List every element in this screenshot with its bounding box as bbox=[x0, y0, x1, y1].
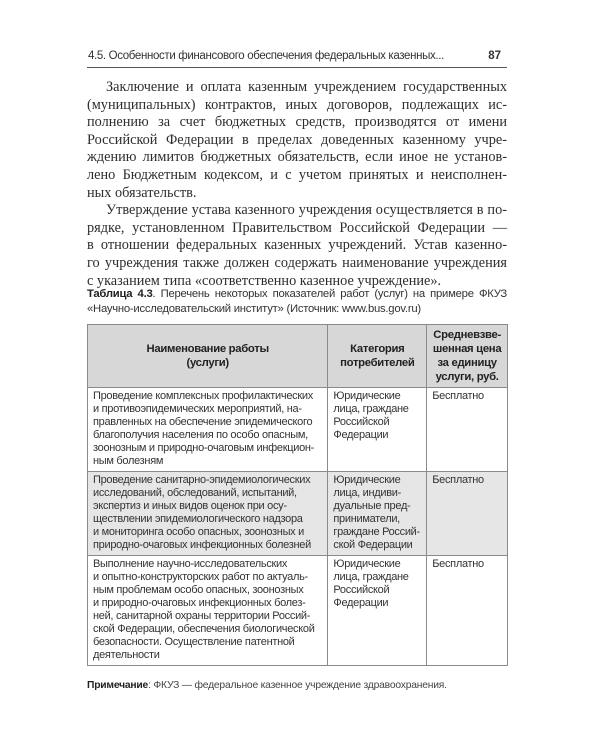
text-line: ждению лимитов бюджетных обязательств, если иное не установ- bbox=[87, 149, 507, 166]
text-line: рядке, установленном Правительством Российской Федерации — bbox=[87, 219, 507, 236]
cell-line: дуальные пред- bbox=[333, 500, 411, 512]
note-label: Примечание bbox=[87, 680, 149, 691]
table-row bbox=[88, 556, 508, 666]
cell-line: и противоэпидемических мероприятий, на- bbox=[93, 403, 302, 415]
cell-line: ным проблемам особо опасных, зоонозных bbox=[93, 584, 304, 596]
text-line: (муниципальных) контрактов, иных договоров, подлежащих ис- bbox=[87, 96, 507, 113]
cell-line: и мониторинга особо опасных, зоонозных и bbox=[93, 526, 304, 538]
table-row bbox=[88, 472, 508, 556]
cell-line: ществлении эпидемиологического надзора bbox=[93, 513, 303, 525]
cell-line: Юридические bbox=[333, 474, 401, 486]
cell-service bbox=[88, 388, 328, 472]
cell-line: Юридические bbox=[333, 558, 401, 570]
cell-line: ской Федерации bbox=[333, 539, 413, 551]
cell-line: ской Федерации, обеспечения биологической bbox=[93, 623, 315, 635]
table-caption bbox=[87, 287, 507, 316]
services-table bbox=[87, 324, 508, 666]
paragraph-1 bbox=[87, 79, 507, 202]
cell-line: лица, граждане bbox=[333, 571, 409, 583]
paragraph-2 bbox=[87, 202, 507, 290]
table-row bbox=[88, 388, 508, 472]
text-line: Российской Федерации в пределах доведенных казенному учре- bbox=[87, 131, 507, 148]
header-line: за единицу bbox=[437, 357, 497, 369]
cell-line: и опытно-конструкторских работ по актуаль- bbox=[93, 571, 308, 583]
text-line: лено Бюджетным кодексом, и с учетом принятых и неисполнен- bbox=[87, 166, 507, 183]
table-caption-label: Таблица 4.3 bbox=[87, 288, 153, 300]
cell-line: лица, граждане bbox=[333, 403, 409, 415]
column-header-service bbox=[88, 325, 328, 388]
cell-line: зоонозным и природно-очаговым инфекцион- bbox=[93, 442, 315, 454]
page-number: 87 bbox=[488, 50, 501, 62]
cell-price bbox=[427, 556, 508, 666]
cell-line: граждане Россий- bbox=[333, 526, 420, 538]
cell-line: Российской bbox=[333, 416, 390, 428]
cell-line: Бесплатно bbox=[432, 558, 484, 570]
cell-line: Федерации bbox=[333, 429, 389, 441]
running-head bbox=[87, 50, 507, 68]
cell-line: экспертиз и иных видов оценок при осу- bbox=[93, 500, 287, 512]
cell-consumers bbox=[328, 556, 427, 666]
header-line: Средневзве- bbox=[433, 329, 501, 341]
cell-line: Федерации bbox=[333, 597, 389, 609]
cell-line: Бесплатно bbox=[432, 474, 484, 486]
running-head-title: 4.5. Особенности финансового обеспечения федеральных казенных... bbox=[88, 50, 444, 62]
cell-line: деятельности bbox=[93, 649, 160, 661]
cell-line: благополучия населения по особо опасным, bbox=[93, 429, 308, 441]
header-line: услуги, руб. bbox=[435, 371, 499, 383]
cell-line: Проведение комплексных профилактических bbox=[93, 390, 313, 402]
cell-line: лица, индиви- bbox=[333, 487, 402, 499]
cell-line: природно-очаговых инфекционных болезней bbox=[93, 539, 311, 551]
text-line: ных обязательств. bbox=[87, 184, 197, 201]
cell-price bbox=[427, 388, 508, 472]
cell-line: безопасности. Осуществление патентной bbox=[93, 636, 295, 648]
text-line: в отношении федеральных казенных учреждений. Устав казенно- bbox=[87, 237, 507, 254]
header-line: Наименование работы bbox=[146, 343, 269, 355]
note-text: : ФКУЗ — федеральное казенное учреждение здравоохранения. bbox=[148, 680, 447, 691]
cell-service bbox=[88, 472, 328, 556]
cell-service bbox=[88, 556, 328, 666]
body-text bbox=[87, 79, 507, 290]
column-header-price bbox=[427, 325, 508, 388]
cell-line: Юридические bbox=[333, 390, 401, 402]
cell-line: Выполнение научно-исследовательских bbox=[93, 558, 288, 570]
cell-line: приниматели, bbox=[333, 513, 400, 525]
cell-line: Проведение санитарно-эпидемиологических bbox=[93, 474, 311, 486]
column-header-consumers bbox=[328, 325, 427, 388]
text-line: го учреждения также должен содержать наименование учреждения bbox=[87, 254, 507, 271]
cell-line: исследований, обследований, испытаний, bbox=[93, 487, 297, 499]
cell-line: Российской bbox=[333, 584, 390, 596]
header-line: Категория bbox=[350, 343, 405, 355]
header-line: шенная цена bbox=[432, 343, 502, 355]
cell-line: правленных на обеспечение эпидемического bbox=[93, 416, 313, 428]
table-caption-text: . Перечень некоторых показателей работ (услуг) на примере ФКУЗ «Научно-исследовательский институт» (Источник: www.bus.gov.ru) bbox=[87, 288, 507, 315]
cell-price bbox=[427, 472, 508, 556]
text-line: полнению за счет бюджетных средств, производятся от имени bbox=[87, 114, 507, 131]
cell-line: и природно-очаговых инфекционных болез- bbox=[93, 597, 306, 609]
cell-consumers bbox=[328, 388, 427, 472]
header-line: (услуги) bbox=[186, 357, 229, 369]
text-line: Заключение и оплата казенным учреждением государственных bbox=[106, 79, 507, 95]
header-line: потребителей bbox=[340, 357, 415, 369]
text-line: с указанием типа «соответственно казенное учреждение». bbox=[87, 272, 442, 289]
cell-line: Бесплатно bbox=[432, 390, 484, 402]
cell-consumers bbox=[328, 472, 427, 556]
table-note bbox=[87, 680, 447, 691]
table-header-row bbox=[88, 325, 508, 388]
cell-line: ней, санитарной охраны территории Россий- bbox=[93, 610, 311, 622]
cell-line: ным болезням bbox=[93, 455, 164, 467]
text-line: Утверждение устава казенного учреждения осуществляется в по- bbox=[106, 202, 507, 219]
